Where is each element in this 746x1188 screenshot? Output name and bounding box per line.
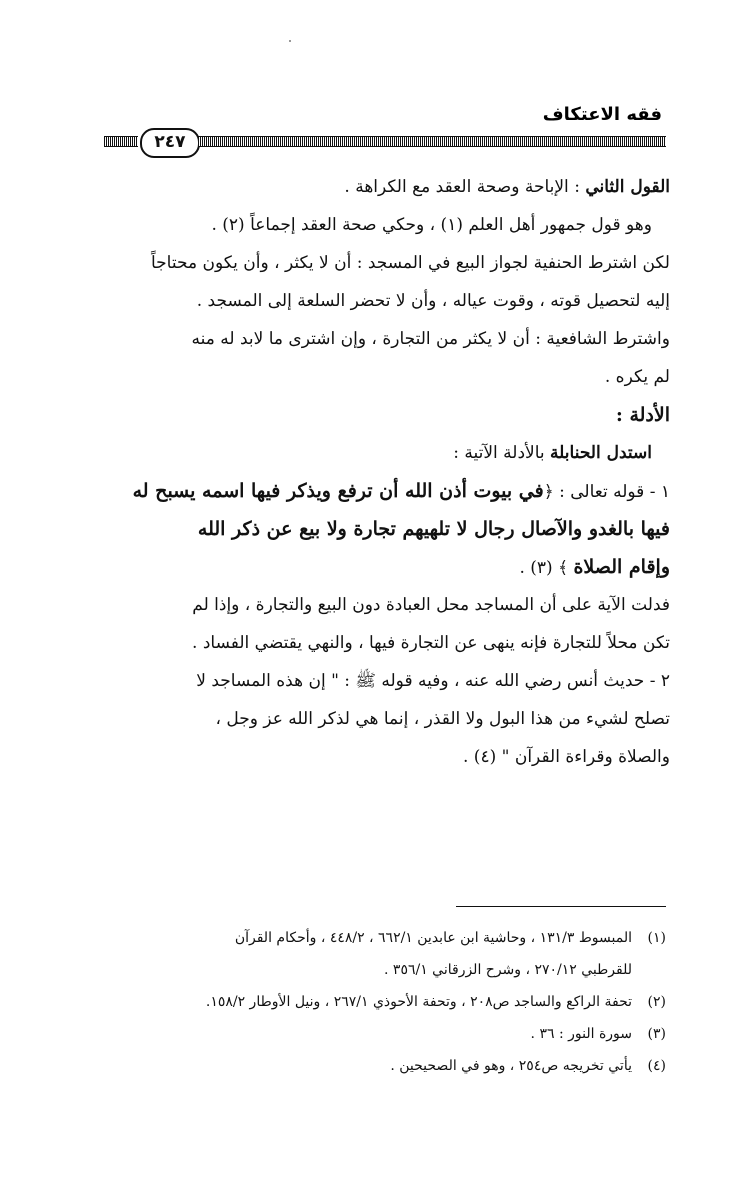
footnote — [104, 1050, 666, 1082]
text-line: لكن اشترط الحنفية لجواز البيع في المسجد : أن لا يكثر ، وأن يكون محتاجاً — [150, 253, 670, 273]
school-label: استدل الحنابلة — [550, 443, 652, 463]
quran-verse: وإقام الصلاة — [573, 556, 670, 578]
quran-verse: فيها بالغدو والآصال رجال لا تلهيهم تجارة ولا بيع عن ذكر الله — [197, 518, 670, 540]
scan-speck — [289, 40, 291, 42]
quran-line — [104, 472, 670, 510]
text-line: وهو قول جمهور أهل العلم (١) ، وحكي صحة العقد إجماعاً (٢) . — [211, 215, 652, 235]
footnote-number: (٤) — [647, 1058, 666, 1074]
text-line: تصلح لشيء من هذا البول ولا القذر ، إنما هي لذكر الله عز وجل ، — [215, 709, 670, 729]
footnote-number: (١) — [647, 930, 666, 946]
text-line: فدلت الآية على أن المساجد محل العبادة دون البيع والتجارة ، وإذا لم — [192, 595, 670, 615]
footnote-rule — [456, 906, 666, 907]
footnote — [104, 1018, 666, 1050]
text-line: تكن محلاً للتجارة فإنه ينهى عن التجارة فيها ، والنهي يقتضي الفساد . — [192, 633, 670, 653]
quran-line — [104, 548, 670, 586]
line-prefix: ١ - قوله تعالى : ﴿ — [543, 482, 670, 502]
footnote-number: (٣) — [647, 1026, 666, 1042]
footnote-text: يأتي تخريجه ص٢٥٤ ، وهو في الصحيحين . — [390, 1058, 632, 1074]
line-suffix: ﴾ (٣) . — [519, 558, 574, 578]
footnote-text: المبسوط ١٣١/٣ ، وحاشية ابن عابدين ٦٦٢/١ ، ٤٤٨/٢ ، وأحكام القرآن — [234, 930, 632, 946]
quran-line — [104, 510, 670, 548]
text-line — [104, 434, 670, 472]
section-heading: الأدلة : — [615, 404, 670, 426]
footnotes — [104, 922, 666, 1082]
text-line: ٢ - حديث أنس رضي الله عنه ، وفيه قوله ﷺ : " إن هذه المساجد لا — [196, 671, 670, 691]
footnote-number: (٢) — [647, 994, 666, 1010]
page-number: ٢٤٧ — [140, 128, 200, 158]
footnote-text: تحفة الراكع والساجد ص٢٠٨ ، وتحفة الأحوذي ٢٦٧/١ ، ونيل الأوطار ١٥٨/٢. — [205, 994, 632, 1010]
footnote — [104, 922, 666, 954]
running-title: فقه الاعتكاف — [542, 104, 662, 125]
footnote-continuation: للقرطبي ٢٧٠/١٢ ، وشرح الزرقاني ٣٥٦/١ . — [384, 962, 632, 978]
line-text: بالأدلة الآتية : — [453, 443, 551, 463]
text-line: إليه لتحصيل قوته ، وقوت عياله ، وأن لا تحضر السلعة إلى المسجد . — [196, 291, 670, 311]
text-line: لم يكره . — [604, 367, 670, 387]
footnote — [104, 986, 666, 1018]
header-rule-left — [104, 136, 138, 147]
main-text — [104, 168, 670, 776]
text-line: والصلاة وقراءة القرآن " (٤) . — [463, 747, 670, 767]
header-rule-right — [198, 136, 666, 147]
text-line — [104, 168, 670, 206]
footnote-text: سورة النور : ٣٦ . — [530, 1026, 632, 1042]
quran-verse: في بيوت أذن الله أن ترفع ويذكر فيها اسمه يسبح له — [132, 480, 544, 502]
line-text: : الإباحة وصحة العقد مع الكراهة . — [344, 177, 586, 197]
opinion-label: القول الثاني — [585, 177, 670, 197]
header-rule — [104, 128, 666, 156]
text-line: واشترط الشافعية : أن لا يكثر من التجارة ، وإن اشترى ما لابد له منه — [191, 329, 670, 349]
